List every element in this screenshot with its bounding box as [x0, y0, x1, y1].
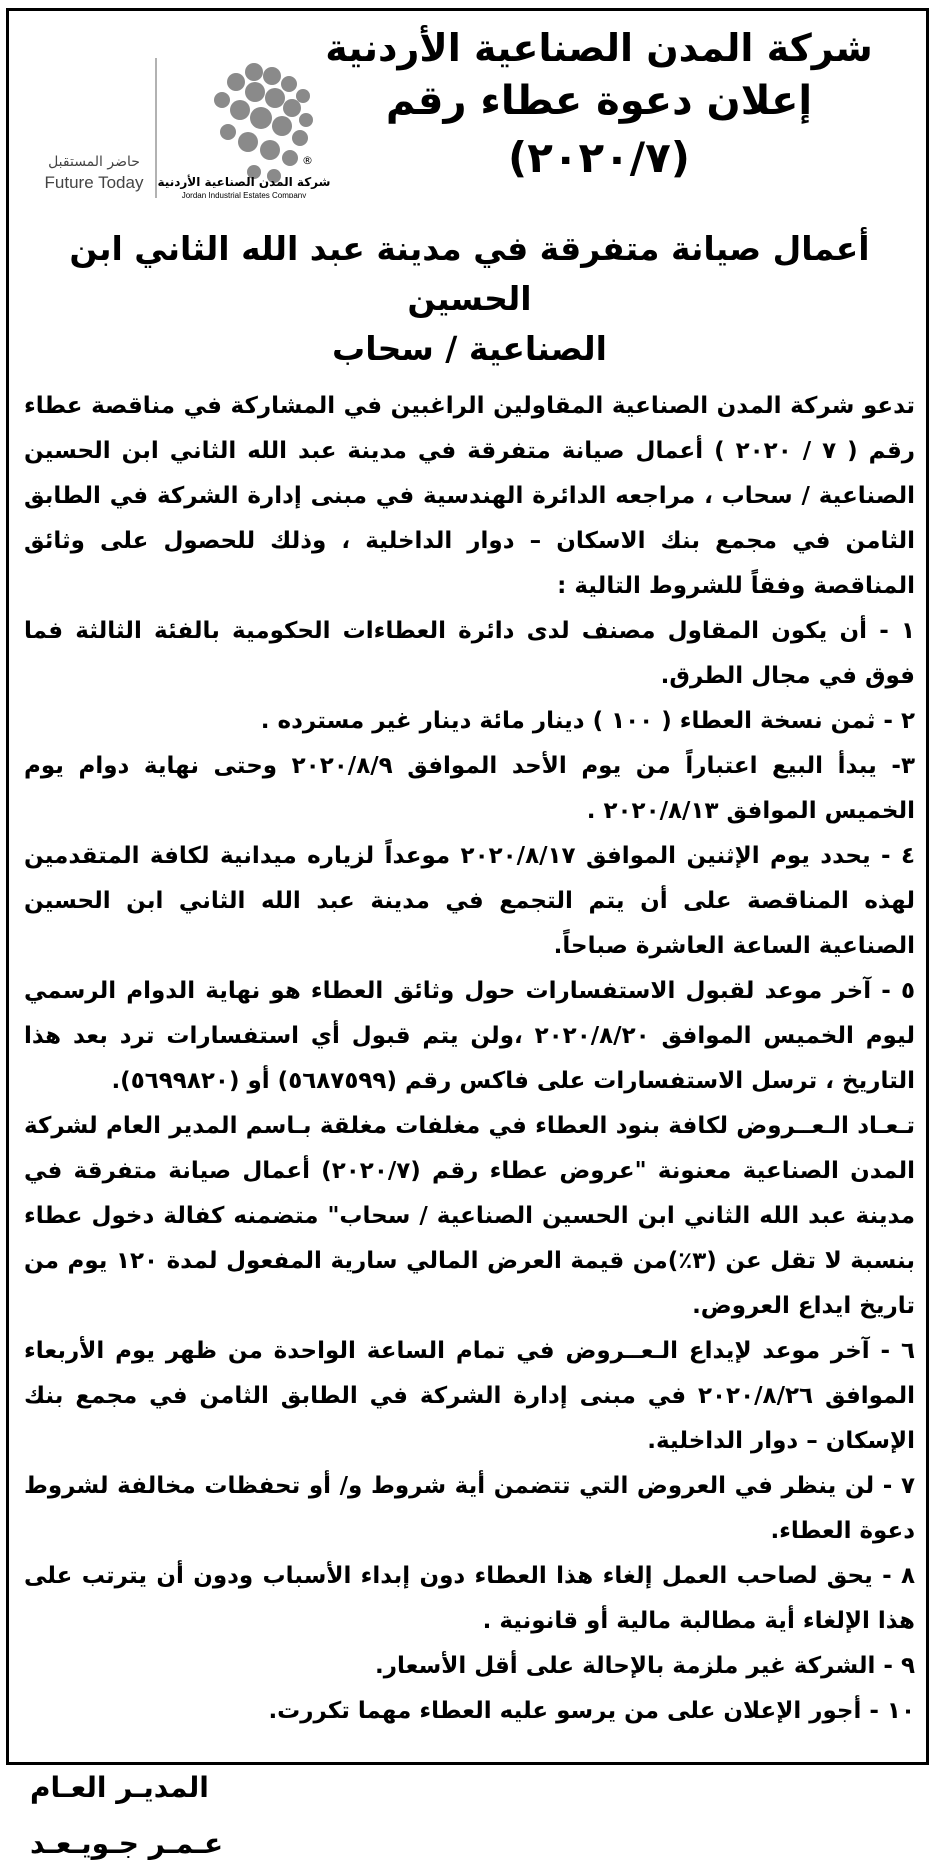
signatory-title: المديـر العـام: [30, 1771, 209, 1804]
condition-item: ١٠ - أجور الإعلان على من يرسو عليه العطاء مهما تكررت.: [268, 1698, 915, 1724]
condition-item: ٨ - يحق لصاحب العمل إلغاء هذا العطاء دون إبداء الأسباب ودون أن يترتب على هذا الإلغاء أية مطالبة مالية أو قانونية .: [24, 1563, 915, 1634]
logo-graphic: [36, 38, 336, 198]
intro-paragraph: تدعو شركة المدن الصناعية المقاولين الراغبين في المشاركة في مناقصة عطاء رقم ( ٧ / ٢٠٢٠ ) أعمال صيانة متفرقة في مدينة عبد الله الثاني ابن الحسين الصناعية / سحاب ، مراجعه الدائرة الهندسية في مبنى إدارة الشركة في الطابق الثامن في مجمع بنك الاسكان – دوار الداخلية ، وذلك للحصول على وثائق المناقصة وفقاً للشروط التالية :: [24, 393, 916, 599]
condition-item: ٦ - آخر موعد لإيداع الـعــروض في تمام الساعة الواحدة من ظهر يوم الأربعاء الموافق ٢٠٢٠/٨/٢٦ في مبنى إدارة الشركة في الطابق الثامن في مجمع بنك الإسكان – دوار الداخلية.: [24, 1338, 915, 1454]
signature-block: [20, 1760, 919, 1872]
condition-item: ٧ - لن ينظر في العروض التي تتضمن أية شروط و/ أو تحفظات مخالفة لشروط دعوة العطاء.: [24, 1473, 915, 1544]
condition-item: ٤ - يحدد يوم الإثنين الموافق ٢٠٢٠/٨/١٧ موعداً لزياره ميدانية لكافة المتقدمين لهذه المناقصة على أن يتم التجمع في مدينة عبد الله الثاني ابن الحسين الصناعية الساعة العاشرة صباحاً.: [24, 843, 915, 959]
registered-mark: ®: [302, 154, 313, 167]
announcement-body: [20, 384, 919, 1734]
dotted-globe-icon: [214, 63, 313, 183]
logo-arabic-name: شركة المدن الصناعية الأردنية: [157, 175, 331, 189]
subject-line-2: الصناعية / سحاب: [332, 329, 607, 368]
condition-item: ٩ - الشركة غير ملزمة بالإحالة على أقل الأسعار.: [374, 1653, 915, 1679]
tender-announcement: [20, 18, 919, 1872]
signatory-name: عـمـر جـويـعـد: [30, 1827, 224, 1860]
condition-item: ٥ - آخر موعد لقبول الاستفسارات حول وثائق العطاء هو نهاية الدوام الرسمي ليوم الخميس الموافق ٢٠٢٠/٨/٢٠ ،ولن يتم قبول أي استفسارات ترد بعد هذا التاريخ ، ترسل الاستفسارات على فاكس رقم (٥٦٨٧٥٩٩) أو (٥٦٩٩٨٢٠).: [24, 978, 916, 1094]
logo-english-tagline: Future Today: [44, 173, 144, 192]
header-titles: [319, 22, 879, 188]
submission-paragraph: تـعـاد الـعــروض لكافة بنود العطاء في مغلفات مغلقة بـاسم المدير العام لشركة المدن الصناعية معنونة "عروض عطاء رقم (٢٠٢٠/٧) أعمال صيانة متفرقة في مدينة عبد الله الثاني ابن الحسين الصناعية / سحاب" متضمنه كفالة دخول عطاء بنسبة لا تقل عن (٣٪)من قيمة العرض المالي سارية المفعول لمدة ١٢٠ يوم من تاريخ ايداع العروض.: [24, 1113, 915, 1319]
tender-subject: [20, 224, 919, 374]
tender-number: (٢٠٢٠/٧): [508, 133, 690, 182]
company-logo: [36, 38, 336, 198]
logo-arabic-tagline: حاضر المستقبل: [48, 154, 140, 170]
header: [20, 18, 919, 208]
condition-item: ٢ - ثمن نسخة العطاء ( ١٠٠ ) دينار مائة دينار غير مسترده .: [260, 708, 915, 734]
company-name: شركة المدن الصناعية الأردنية: [325, 26, 873, 70]
invitation-title: إعلان دعوة عطاء رقم: [385, 78, 813, 124]
condition-item: ٣- يبدأ البيع اعتباراً من يوم الأحد الموافق ٢٠٢٠/٨/٩ وحتى نهاية دوام يوم الخميس الموافق ٢٠٢٠/٨/١٣ .: [24, 753, 915, 824]
subject-line-1: أعمال صيانة متفرقة في مدينة عبد الله الثاني ابن الحسين: [69, 229, 870, 318]
condition-item: ١ - أن يكون المقاول مصنف لدى دائرة العطاءات الحكومية بالفئة الثالثة فما فوق في مجال الطرق.: [24, 618, 915, 689]
logo-english-name: Jordan Industrial Estates Company: [181, 191, 307, 198]
